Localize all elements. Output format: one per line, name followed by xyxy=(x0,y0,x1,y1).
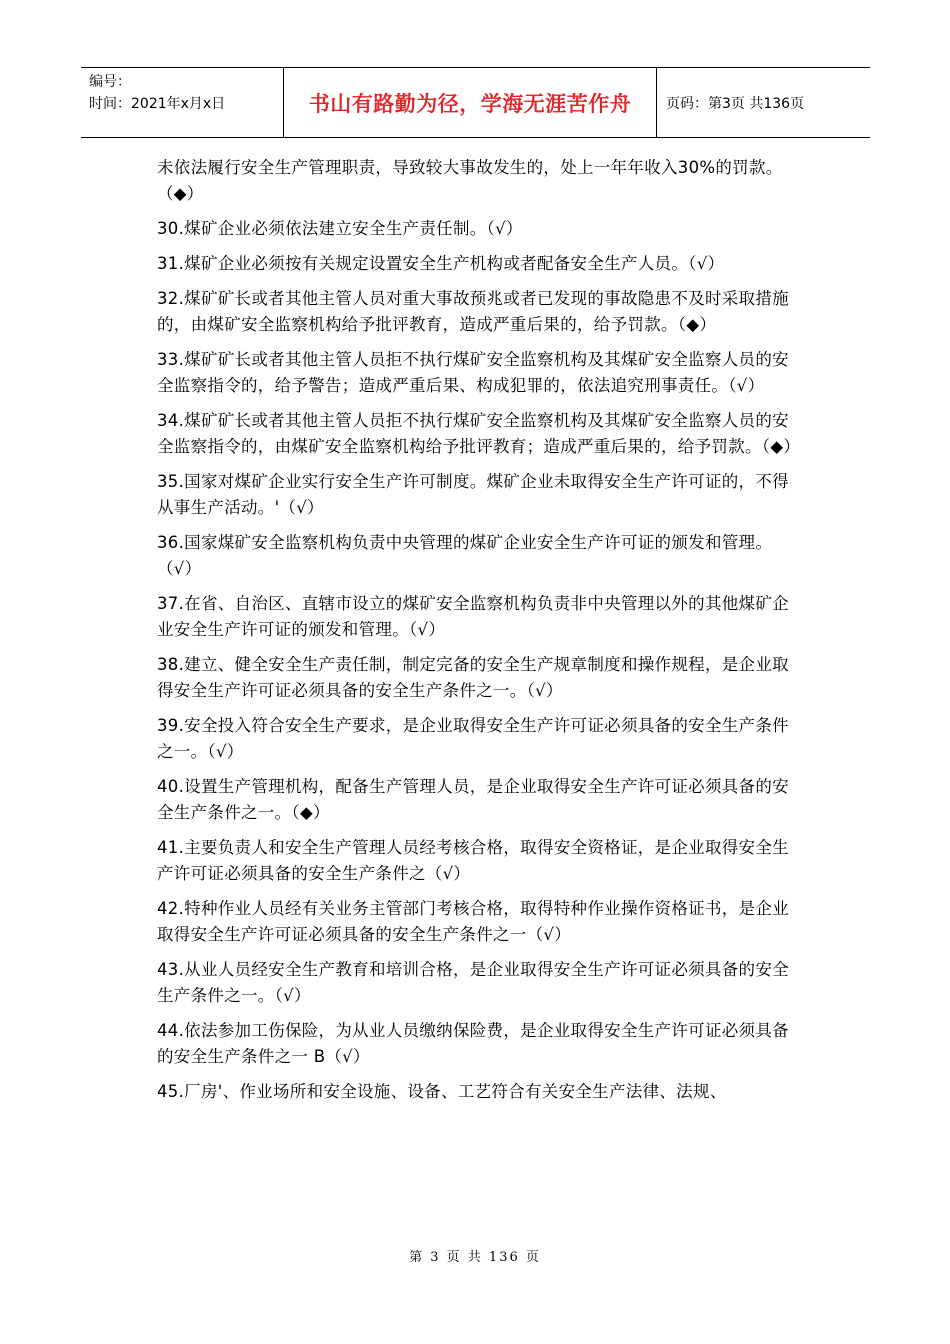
header-meta xyxy=(81,68,284,137)
paragraph: 41.主要负责人和安全生产管理人员经考核合格，取得安全资格证，是企业取得安全生产许可证必须具备的安全生产条件之（√） xyxy=(157,838,789,883)
time-label: 时间：2021年x月x日 xyxy=(89,96,226,112)
document-body xyxy=(157,155,801,1114)
paragraph: 45.厂房'、作业场所和安全设施、设备、工艺符合有关安全生产法律、法规、 xyxy=(157,1082,727,1101)
paragraph: 32.煤矿矿长或者其他主管人员对重大事故预兆或者已发现的事故隐患不及时采取措施的，由煤矿安全监察机构给予批评教育，造成严重后果的，给予罚款。（◆） xyxy=(157,289,789,334)
paragraph: 未依法履行安全生产管理职责，导致较大事故发生的，处上一年年收入30%的罚款。（◆） xyxy=(157,158,783,203)
page-footer: 第 3 页 共 136 页 xyxy=(409,1250,541,1265)
paragraph: 42.特种作业人员经有关业务主管部门考核合格，取得特种作业操作资格证书，是企业取得安全生产许可证必须具备的安全生产条件之一（√） xyxy=(157,899,789,944)
paragraph: 44.依法参加工伤保险，为从业人员缴纳保险费，是企业取得安全生产许可证必须具备的安全生产条件之一 B（√） xyxy=(157,1021,789,1066)
paragraph: 30.煤矿企业必须依法建立安全生产责任制。（√） xyxy=(157,219,523,238)
paragraph: 34.煤矿矿长或者其他主管人员拒不执行煤矿安全监察机构及其煤矿安全监察人员的安全监察指令的，由煤矿安全监察机构给予批评教育；造成严重后果的，给予罚款。（◆） xyxy=(157,411,801,456)
paragraph: 37.在省、自治区、直辖市设立的煤矿安全监察机构负责非中央管理以外的其他煤矿企业安全生产许可证的颁发和管理。（√） xyxy=(157,594,789,639)
paragraph: 33.煤矿矿长或者其他主管人员拒不执行煤矿安全监察机构及其煤矿安全监察人员的安全监察指令的，给予警告；造成严重后果、构成犯罪的，依法追究刑事责任。（√） xyxy=(157,350,789,395)
page-header xyxy=(81,67,870,138)
paragraph: 35.国家对煤矿企业实行安全生产许可制度。煤矿企业未取得安全生产许可证的，不得从事生产活动。'（√） xyxy=(157,472,789,517)
header-motto: 书山有路勤为径，学海无涯苦作舟 xyxy=(284,68,657,137)
paragraph: 38.建立、健全安全生产责任制，制定完备的安全生产规章制度和操作规程，是企业取得安全生产许可证必须具备的安全生产条件之一。（√） xyxy=(157,655,789,700)
paragraph: 36.国家煤矿安全监察机构负责中央管理的煤矿企业安全生产许可证的颁发和管理。（√） xyxy=(157,533,773,578)
paragraph: 40.设置生产管理机构，配备生产管理人员，是企业取得安全生产许可证必须具备的安全生产条件之一。（◆） xyxy=(157,777,789,822)
paragraph: 31.煤矿企业必须按有关规定设置安全生产机构或者配备安全生产人员。（√） xyxy=(157,254,725,273)
code-label: 编号： xyxy=(89,74,131,90)
header-page-number: 页码：第3页 共136页 xyxy=(666,95,805,112)
paragraph: 39.安全投入符合安全生产要求，是企业取得安全生产许可证必须具备的安全生产条件之一。（√） xyxy=(157,716,789,761)
paragraph: 43.从业人员经安全生产教育和培训合格，是企业取得安全生产许可证必须具备的安全生产条件之一。（√） xyxy=(157,960,789,1005)
